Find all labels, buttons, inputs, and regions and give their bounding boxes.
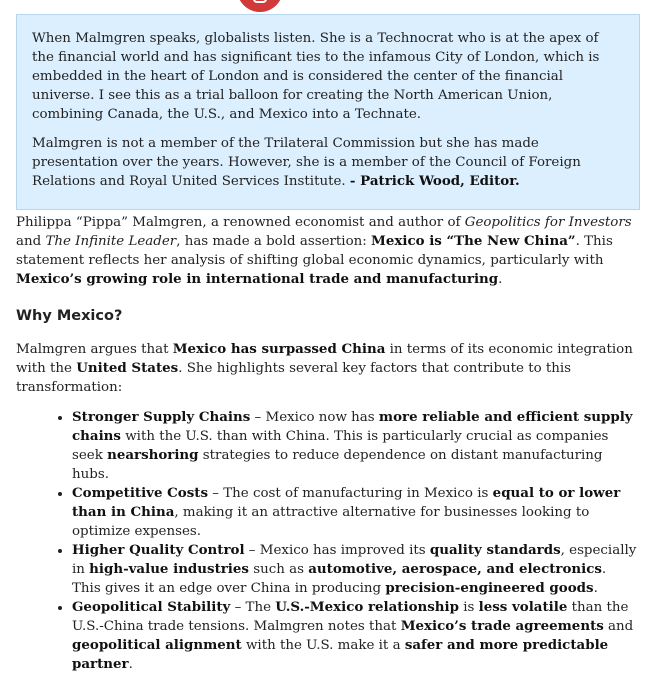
factors-paragraph <box>16 340 638 397</box>
text: , making it an attractive alternative for businesses looking to optimize expenses. <box>72 505 590 539</box>
factors-list <box>16 408 638 674</box>
text: in terms of its economic integration with the <box>16 342 633 376</box>
text: Malmgren argues that <box>16 342 173 357</box>
text: than the U.S.-China trade tensions. Malmgren notes that <box>72 600 629 634</box>
book-title: Geopolitics for Investors <box>464 215 632 230</box>
share-badge-icon[interactable] <box>237 0 283 12</box>
bold-text: automotive, aerospace, and electronics <box>308 561 602 577</box>
editor-note-paragraph-2 <box>32 134 624 191</box>
text: strategies to reduce dependence on distant manufacturing hubs. <box>72 448 603 482</box>
editor-note-paragraph-1: When Malmgren speaks, globalists listen. She is a Technocrat who is at the apex of the financial world and has significant ties to the infamous City of London, which is embedded in the heart of London and is considered the center of the financial universe. I see this as a trial balloon for creating the North American Union, combining Canada, the U.S., and Mexico into a Technate. <box>32 31 600 122</box>
item-title: Stronger Supply Chains <box>72 409 251 425</box>
text: Philippa “Pippa” Malmgren, a renowned economist and author of <box>16 215 465 230</box>
text: – Mexico has improved its <box>244 543 430 558</box>
intro-paragraph <box>16 213 638 289</box>
text: . <box>593 581 598 596</box>
text: and <box>603 619 634 634</box>
bold-text: safer and more predictable partner <box>72 637 609 672</box>
text: – Mexico now has <box>250 410 379 425</box>
bold-text: less volatile <box>478 599 568 615</box>
text: such as <box>248 562 309 577</box>
bold-text: quality standards <box>429 542 561 558</box>
text: and <box>16 234 46 249</box>
editor-note-text: Malmgren is not a member of the Trilateral Commission but she has made presentation over the years. However, she is a member of the Council of Foreign Relations and Royal United Services Institute. <box>32 136 581 189</box>
list-item <box>72 408 638 484</box>
bold-text: U.S.-Mexico relationship <box>275 599 459 615</box>
list-item <box>72 484 638 541</box>
editor-note-box <box>16 14 640 210</box>
bold-text: precision-engineered goods <box>385 580 594 596</box>
bold-text: Mexico’s growing role in international trade and manufacturing <box>16 271 499 287</box>
list-item <box>72 541 638 598</box>
bold-text: nearshoring <box>107 447 199 463</box>
text: is <box>458 600 479 615</box>
bold-text: Mexico has surpassed China <box>172 341 386 357</box>
text: with the U.S. make it a <box>241 638 405 653</box>
list-item <box>72 598 638 674</box>
section-heading: Why Mexico? <box>16 308 123 324</box>
item-title: Competitive Costs <box>72 485 208 501</box>
text: – The <box>230 600 276 615</box>
bold-text: United States <box>76 360 179 376</box>
text: . <box>128 657 133 672</box>
bold-text: geopolitical alignment <box>72 637 242 653</box>
text: , especially in <box>72 543 637 577</box>
bold-text: high-value industries <box>89 561 249 577</box>
item-title: Geopolitical Stability <box>72 599 231 615</box>
text: . <box>498 272 503 287</box>
text: . She highlights several key factors that contribute to this transformation: <box>16 361 572 395</box>
bold-text: more reliable and efficient supply chains <box>72 409 633 444</box>
article-body <box>16 213 638 674</box>
item-title: Higher Quality Control <box>72 542 245 558</box>
text: with the U.S. than with China. This is particularly crucial as companies seek <box>72 429 609 463</box>
book-title: The Infinite Leader <box>45 234 177 249</box>
text: . This statement reflects her analysis of shifting global economic dynamics, particularly with <box>16 234 613 268</box>
bold-text: equal to or lower than in China <box>72 485 621 520</box>
text: . This gives it an edge over China in producing <box>72 562 607 596</box>
bold-text: Mexico is “The New China” <box>371 233 576 249</box>
text: – The cost of manufacturing in Mexico is <box>208 486 493 501</box>
bold-text: Mexico’s trade agreements <box>400 618 604 634</box>
editor-signature: - Patrick Wood, Editor. <box>349 173 520 189</box>
text: , has made a bold assertion: <box>176 234 372 249</box>
